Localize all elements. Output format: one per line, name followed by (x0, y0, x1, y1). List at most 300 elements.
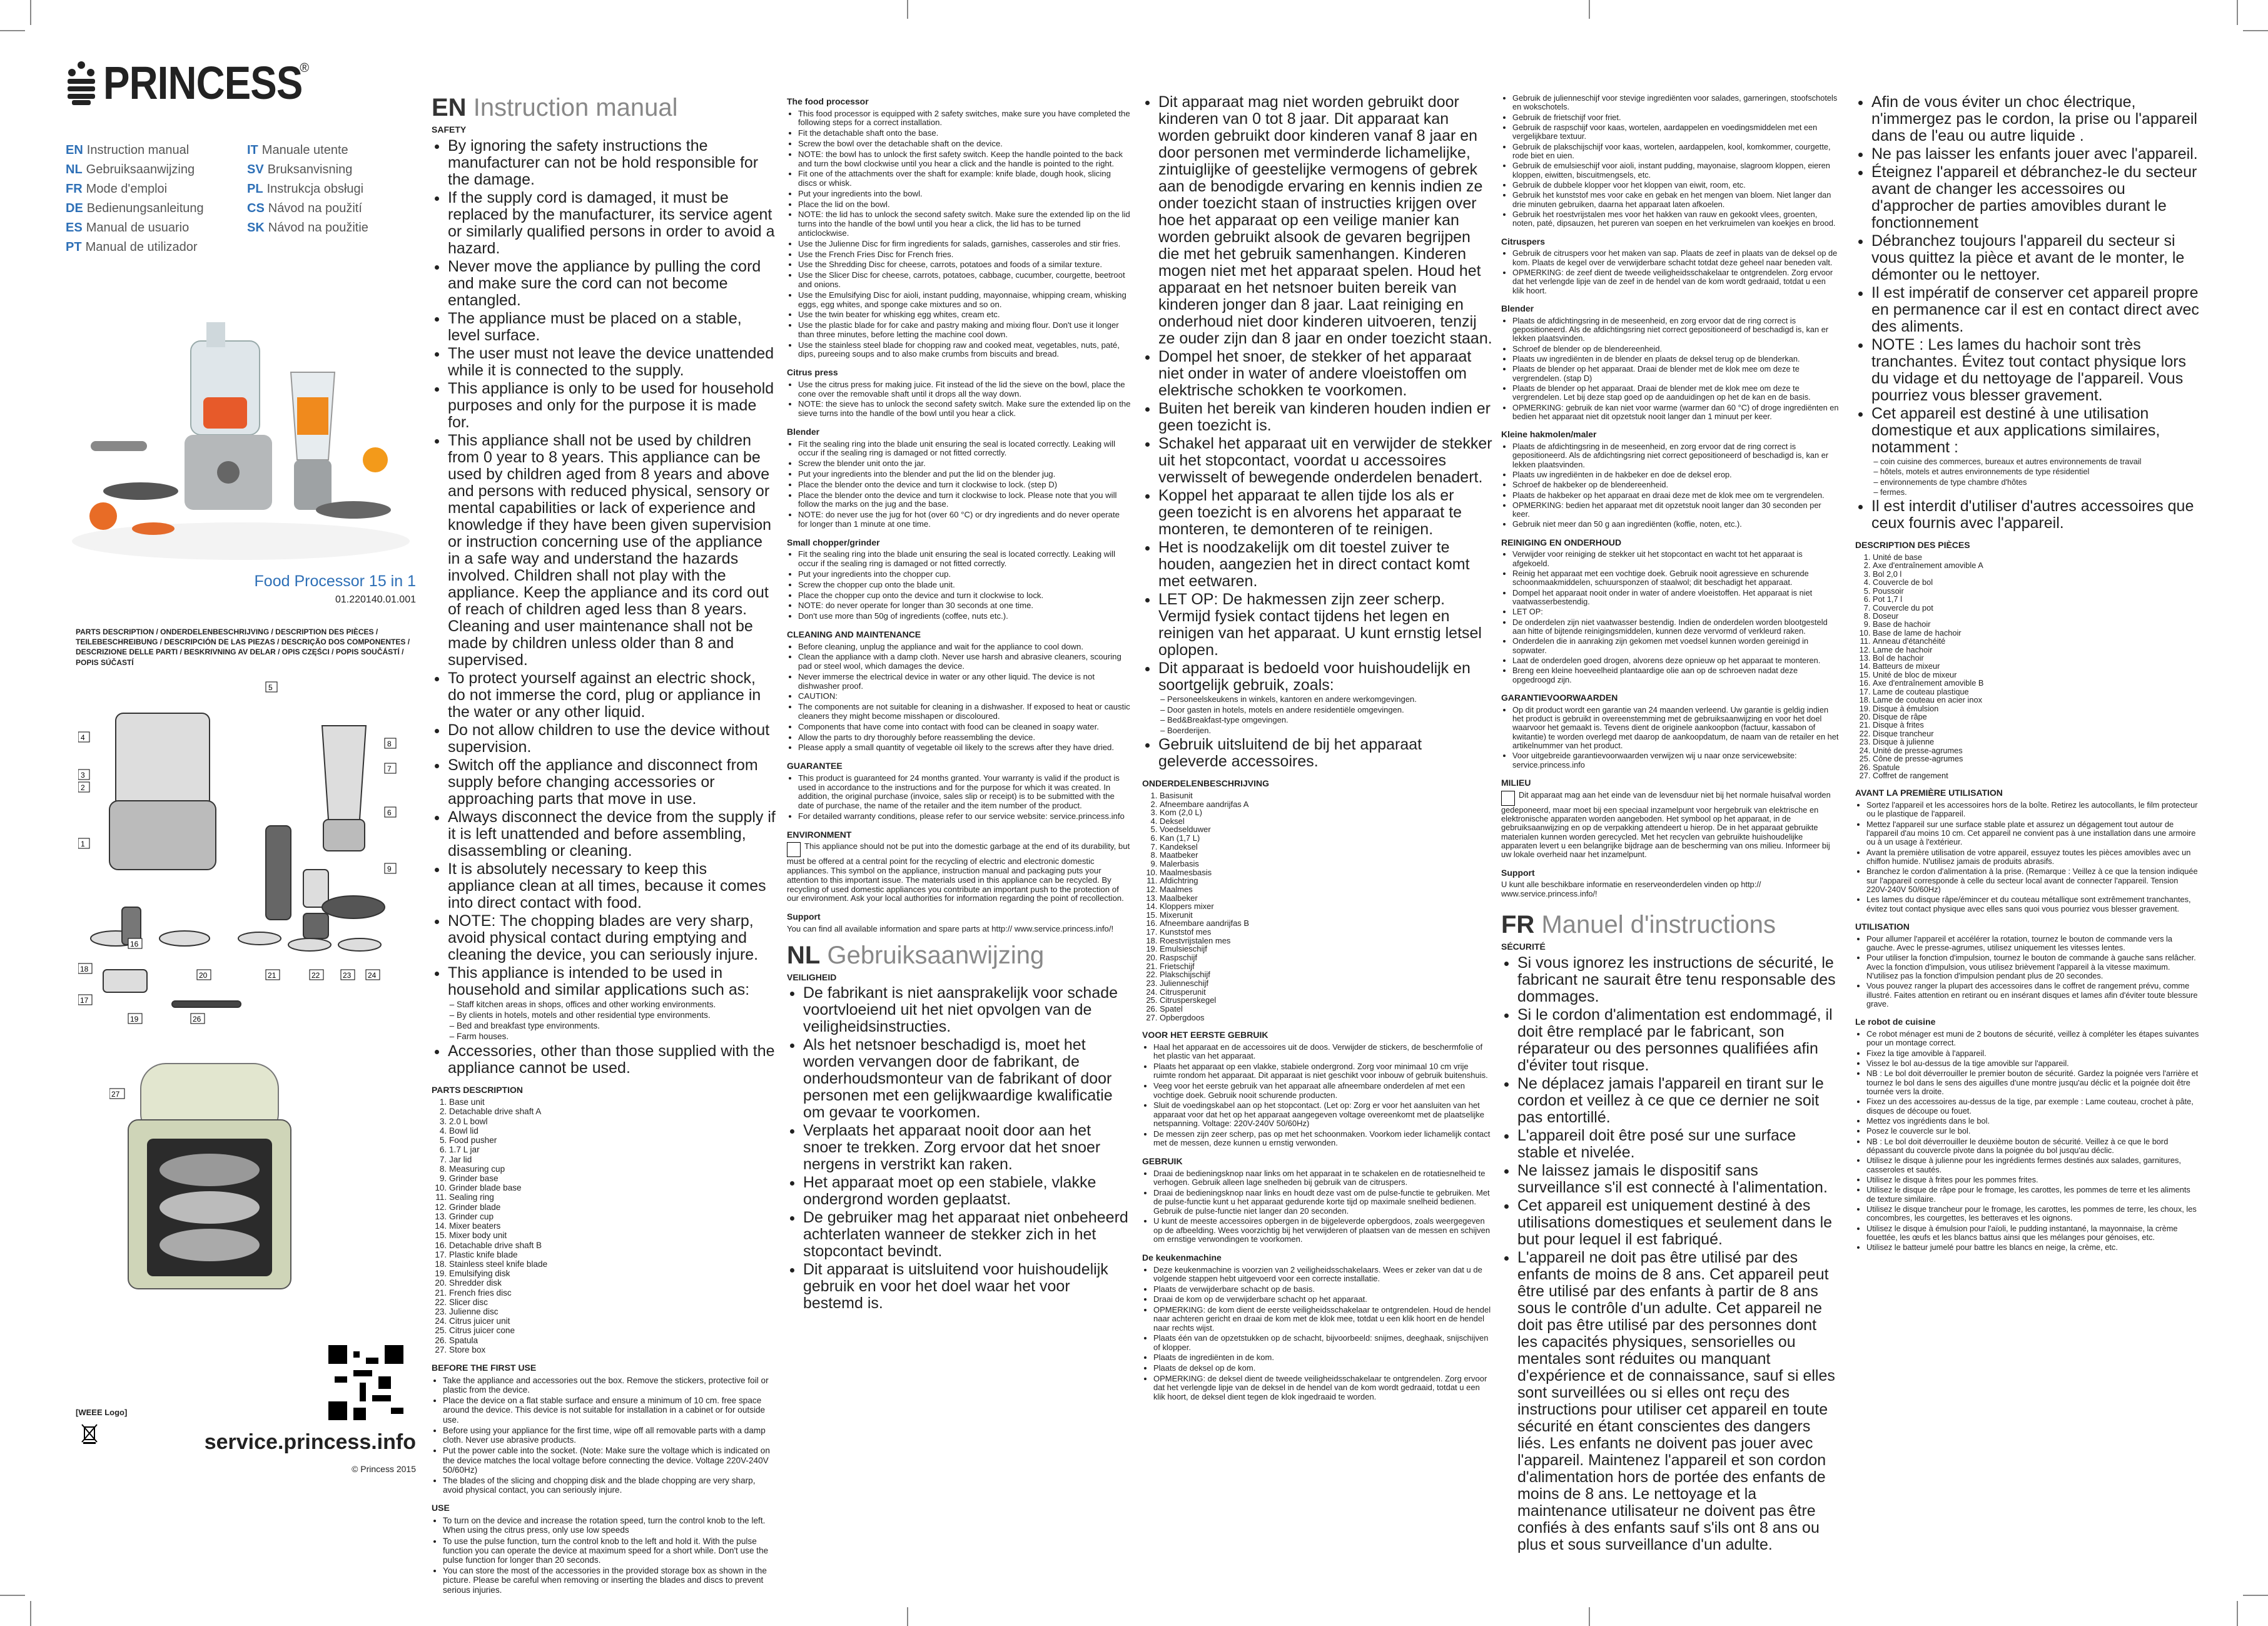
list-item: • Fit the sealing ring into the blade unit ensuring the seal is located correctly. Leaking will occur if the sealing ring is damaged or not fitted correctly. (798, 550, 1131, 569)
list-item: 5. Poussoir (1873, 587, 2199, 595)
en-env-heading: ENVIRONMENT (787, 829, 852, 840)
list-item: • To turn on the device and increase the rotation speed, turn the control knob to the left. When using the citrus press, only use low speeds (443, 1516, 776, 1535)
list-item: • Gebruik de emulsieschijf voor aioli, instant pudding, mayonaise, slagroom kloppen, eieren kloppen, eiwitten, biscuitmengsels, etc. (1512, 161, 1839, 180)
list-item: – hôtels, motels et autres environnements de type résidentiel (1880, 467, 2199, 476)
list-item: 18. Lame de couteau en acier inox (1873, 696, 2199, 704)
list-item: • Dit apparaat is uitsluitend voor huishoudelijk gebruik en voor het doel waar het voor bestemd is. (803, 1261, 1131, 1312)
list-item: • The user must not leave the device unattended while it is connected to the supply. (448, 345, 776, 379)
list-item: 9. Base de hachoir (1873, 620, 2199, 628)
en-guarantee-heading: GUARANTEE (787, 761, 843, 771)
svg-text:17: 17 (80, 996, 89, 1005)
list-item: – fermes. (1880, 488, 2199, 497)
list-item: • Plaats de afdichtingsring in de meseenheid, en zorg ervoor dat de ring correct is gepositioneerd. Als de afdichtingsring niet correct gepositioneerd of beschadigd is, kan er lekken plaatsvinden. (1512, 317, 1839, 343)
list-item: • NOTE: the bowl has to unlock the first safety switch. Keep the handle pointed to the back and turn the bowl clockwise until you hear a click and the handle is pointed to the right. (798, 150, 1131, 169)
list-item: 17. Kunststof mes (1160, 928, 1492, 937)
crown-logo-icon (66, 60, 97, 106)
list-item: • This appliance is intended to be used in household and similar applications such as: (448, 965, 776, 998)
list-item: • The blades of the slicing and chopping disk and the blade chopping are very sharp, avoid physical contact, you can seriously injure. (443, 1476, 776, 1495)
lang-item: EN Instruction manual (66, 143, 190, 157)
list-item: 9. Malerbasis (1160, 860, 1492, 868)
list-item: • Gebruik de plakschijschijf voor kaas, wortelen, aardappelen, kool, komkommer, courgette, rode biet en uien. (1512, 143, 1839, 161)
lang-item: DE Bedienungsanleitung (66, 201, 204, 215)
list-item: • Use the plastic blade for for cake and pastry making and mixing flour. Don't use it longer than three minutes, before letting the machine cool down. (798, 321, 1131, 340)
svg-text:9: 9 (387, 865, 392, 873)
list-item: 2. Axe d'entraînement amovible A (1873, 561, 2199, 569)
product-photo (66, 303, 416, 566)
en-env-text: This appliance should not be put into the domestic garbage at the end of its durability, but must be offered at a central point for the recycling of electric and electronic domestic appliances. This symbol on the appliance, instruction manual and packaging puts your attention to this important issue. The materials used in this appliance can be recycled. By recycling of used domestic appliances you contribute an important push to the protection of our environment. Ask your local authorities for information regarding the point of recollection. (787, 841, 1130, 903)
list-item: 21. Frietschijf (1160, 962, 1492, 971)
list-item: • OPMERKING: de kom dient de eerste veiligheidsschakelaar te ontgrendelen. Houd de hendel naar achteren gericht en draai de kom met de klok mee, totdat u een klik hoort en de hendel naar rechts wijst. (1153, 1306, 1492, 1333)
list-item: 4. Couvercle de bol (1873, 578, 2199, 586)
list-item: • Draai de bedieningsknop naar links en houdt deze vast om de pulse-functie te gebruiken. Met de pulse-functie kunt u het apparaat gedurende korte tijd op maximale snelheid bedienen. Gebruik de pulse-functie niet langer dan 20 seconden. (1153, 1189, 1492, 1216)
product-code: 01.220140.01.001 (335, 594, 416, 605)
list-item: • Si le cordon d'alimentation est endommagé, il doit être remplacé par le fabricant, son réparateur ou des personnes qualifiées afin d'éviter tout risque. (1517, 1007, 1839, 1074)
list-item: 20. Raspschijf (1160, 953, 1492, 962)
list-item: • Il est interdit d'utiliser d'autres accessoires que ceux fournis avec l'appareil. (1871, 498, 2199, 532)
list-item: • Always disconnect the device from the supply if it is left unattended and before assembling, disassembling or cleaning. (448, 809, 776, 860)
list-item: – Farm houses. (457, 1032, 776, 1041)
en-parts-heading: PARTS DESCRIPTION (432, 1084, 523, 1095)
svg-text:26: 26 (193, 1015, 201, 1024)
nl-km-heading: De keukenmachine (1142, 1252, 1222, 1263)
list-item: • Draai de kom op de verwijderbare schacht op het apparaat. (1153, 1295, 1492, 1304)
list-item: • De fabrikant is niet aansprakelijk voor schade voortvloeiend uit het niet opvolgen van de veiligheidsinstructies. (803, 985, 1131, 1035)
list-item: 20. Disque de râpe (1873, 713, 2199, 721)
list-item: • Never move the appliance by pulling the cord and make sure the cord can not become entangled. (448, 258, 776, 309)
svg-text:20: 20 (199, 971, 208, 980)
list-item: 6. Kan (1,7 L) (1160, 834, 1492, 843)
list-item: • Gebruik de dubbele klopper voor het kloppen van eiwit, room, etc. (1512, 181, 1839, 190)
list-item: • Fit the detachable shaft onto the base. (798, 129, 1131, 138)
nl-column-2 (1501, 94, 1839, 1555)
list-item: • NB : Le bol doit déverrouiller le premier bouton de sécurité. Gardez la poignée vers l'arrière et tournez le bol dans le sens des aiguilles d'une montre jusqu'au déclic et la poignée doit être tournée vers la droite. (1866, 1069, 2199, 1096)
list-item: • Dompel het snoer, de stekker of het apparaat niet onder in water of andere vloeistoffen om elektrische schokken te voorkomen. (1158, 348, 1492, 399)
en-clean-heading: CLEANING AND MAINTENANCE (787, 629, 921, 639)
list-item: • Posez le couvercle sur le bol. (1866, 1127, 2199, 1136)
fr-parts-heading: DESCRIPTION DES PIÈCES (1855, 540, 1970, 551)
list-item: 17. Lame de couteau plastique (1873, 688, 2199, 696)
list-item: • Plaats de hakbeker op het apparaat en draai deze met de klok mee om te vergrendelen. (1512, 491, 1839, 500)
list-item: • NOTE: the lid has to unlock the second safety switch. Make sure the extended lip on the lid turns into the handle of the bowl until you hear a click, the lid has to be turned anticlockwise. (798, 210, 1131, 238)
list-item: • De messen zijn zeer scherp, pas op met het schoonmaken. Voorkom ieder lichamelijk contact met de messen, deze kunnen u ernstig verwonden. (1153, 1130, 1492, 1148)
lang-item: PT Manual de utilizador (66, 240, 198, 254)
list-item: 27. Store box (449, 1345, 776, 1354)
list-item: 4. Bowl lid (449, 1126, 776, 1136)
lang-item: ES Manual de usuario (66, 221, 190, 235)
list-item: • L'appareil doit être posé sur une surface stable et nivelée. (1517, 1127, 1839, 1161)
list-item: • De gebruiker mag het apparaat niet onbeheerd achterlaten wanneer de stekker zich in het stopcontact bevindt. (803, 1209, 1131, 1260)
list-item: • Het apparaat moet op een stabiele, vlakke ondergrond worden geplaatst. (803, 1174, 1131, 1208)
list-item: • Pour utiliser la fonction d'impulsion, tournez le bouton de commande à gauche sans relâcher. Avec la fonction d'impulsion, vous utilisez brièvement l'appareil à la vitesse maximum. N'utilisez pas la fonction d'impulsion pendant plus de 20 secondes. (1866, 953, 2199, 980)
list-item: • Pour allumer l'appareil et accélérer la rotation, tournez le bouton de commande vers la gauche. Avec le presse-agrumes, utilisez uniquement les vitesses lentes. (1866, 935, 2199, 953)
list-item: • To use the pulse function, turn the control knob to the left and hold it. With the pulse function you can operate the device at maximum speed for a short while. Don't use the pulse function for longer than 20 seconds. (443, 1537, 776, 1565)
list-item: • LET OP: (1512, 607, 1839, 616)
list-item: • Utilisez le disque à julienne pour les ingrédients fermes destinés aux salades, garnitures, casseroles et sautés. (1866, 1156, 2199, 1174)
list-item: • Plaats de verwijderbare schacht op de basis. (1153, 1285, 1492, 1294)
list-item: 15. Mixerunit (1160, 911, 1492, 920)
list-item: 10. Grinder blade base (449, 1183, 776, 1192)
nl-parts-heading: ONDERDELENBESCHRIJVING (1142, 778, 1270, 789)
svg-text:3: 3 (81, 771, 85, 780)
list-item: • If the supply cord is damaged, it must be replaced by the manufacturer, its service agent or similarly qualified persons in order to avoid a hazard. (448, 190, 776, 257)
list-item: • Ne déplacez jamais l'appareil en tirant sur le cordon et veillez à ce que ce dernier ne soit pas entortillé. (1517, 1075, 1839, 1126)
list-item: • Afin de vous éviter un choc électrique, n'immergez pas le cordon, la prise ou l'appareil dans de l'eau ou autre liquide . (1871, 94, 2199, 145)
list-item: 9. Grinder base (449, 1174, 776, 1183)
list-item: 12. Lame de hachoir (1873, 646, 2199, 654)
weee-bin-icon (787, 842, 801, 857)
svg-text:8: 8 (387, 739, 392, 748)
lang-item: FR Mode d'emploi (66, 182, 168, 196)
list-item: 1. Unité de base (1873, 553, 2199, 561)
lang-item: NL Gebruiksaanwijzing (66, 163, 195, 176)
list-item: • Ne laissez jamais le dispositif sans surveillance s'il est connecté à l'alimentation. (1517, 1162, 1839, 1196)
list-item: 16. Afneembare aandrijfas B (1160, 919, 1492, 928)
list-item: • Use the twin beater for whisking egg whites, cream etc. (798, 310, 1131, 320)
list-item: 24. Citrus juicer unit (449, 1316, 776, 1326)
svg-text:24: 24 (368, 971, 377, 980)
nl-use-heading: GEBRUIK (1142, 1156, 1183, 1166)
language-index (66, 143, 416, 255)
nl-guarantee-heading: GARANTIEVOORWAARDEN (1501, 693, 1618, 703)
list-item: • U kunt de meeste accessoires opbergen in de bijgeleverde opbergdoos, zoals weergegeven op de afbeelding. Wees voorzichtig bij het verwijderen of plaatsen van de messen en schijven om ernstige verwondingen te voorkomen. (1153, 1217, 1492, 1244)
list-item: • Schakel het apparaat uit en verwijder de stekker uit het stopcontact, voordat u accessoires verwisselt of bewegende onderdelen benadert. (1158, 435, 1492, 486)
list-item: 17. Plastic knife blade (449, 1250, 776, 1259)
list-item: • NOTE: the sieve has to unlock the second safety switch. Make sure the extended lip on the sieve turns into the handle of the bowl until you hear a click. (798, 400, 1131, 419)
svg-text:7: 7 (387, 765, 392, 773)
list-item: • Utilisez le disque à frites pour les pommes frites. (1866, 1176, 2199, 1184)
list-item: • Il est impératif de conserver cet appareil propre en permanence car il est en contact direct avec des aliments. (1871, 285, 2199, 335)
list-item: 13. Maalbeker (1160, 894, 1492, 903)
list-item: 13. Bol de hachoir (1873, 654, 2199, 662)
list-item: 26. Spatel (1160, 1005, 1492, 1014)
en-support-heading: Support (787, 912, 821, 922)
list-item: 27. Opbergdoos (1160, 1014, 1492, 1022)
list-item: • Gebruik uitsluitend de bij het apparaat geleverde accessoires. (1158, 736, 1492, 770)
svg-text:16: 16 (130, 940, 139, 948)
list-item: • This appliance is only to be used for household purposes and only for the purpose it is made for. (448, 380, 776, 431)
svg-text:5: 5 (268, 683, 273, 692)
list-item: 25. Citrus juicer cone (449, 1326, 776, 1335)
list-item: • OPMERKING: de deksel dient de tweede veiligheidsschakelaar te ontgrendelen. Zorg ervoor dat het verlengde lipje van de deksel in de hendel van de kom wordt gedraaid, totdat u een klik hoort, de deksel dient tegen de klok ingedraaid te worden. (1153, 1374, 1492, 1402)
weee-bin-icon (1501, 791, 1515, 806)
list-item: 16. Detachable drive shaft B (449, 1241, 776, 1250)
en-use-heading: USE (432, 1503, 450, 1513)
list-item: – Staff kitchen areas in shops, offices and other working environments. (457, 1000, 776, 1009)
list-item: • De onderdelen zijn niet vaatwasser bestendig. Indien de onderdelen worden blootgesteld aan hitte of bijtende reinigingsmiddelen, kunnen deze vervormd of verkleurd raken. (1512, 618, 1839, 636)
copyright: © Princess 2015 (352, 1464, 416, 1474)
list-item: • Use the Emulsifying Disc for aioli, instant pudding, mayonnaise, whipping cream, whisking eggs, egg whites, and sponge cake mixtures and so on. (798, 291, 1131, 310)
list-item: • Het is noodzakelijk om dit toestel zuiver te houden, aangezien het in direct contact komt met eetwaren. (1158, 539, 1492, 590)
list-item: • Screw the bowl over the detachable shaft on the device. (798, 140, 1131, 149)
list-item: • Switch off the appliance and disconnect from supply before changing accessories or approaching parts that move in use. (448, 757, 776, 808)
list-item: • Utilisez le disque à émulsion pour l'aïoli, le pudding instantané, la mayonnaise, la crème fouettée, les œufs et les blancs battus ainsi que les mélanges pour génoises, etc. (1866, 1224, 2199, 1242)
lang-item: PL Instrukcja obsługi (247, 182, 364, 196)
list-item: • Allow the parts to dry thoroughly before reassembling the device. (798, 733, 1131, 743)
list-item: • OPMERKING: de zeef dient de tweede veiligheidsschakelaar te ontgrendelen. Zorg ervoor dat het verlengde lipje van de zeef in de hendel van de kom wordt gedraaid, totdat u een klik hoort. (1512, 268, 1839, 295)
en-chopper-heading: Small chopper/grinder (787, 537, 880, 547)
list-item: • Reinig het apparaat met een vochtige doek. Gebruik nooit agressieve en schurende schoonmaakmiddelen, schuursponzen of staalwol; dit beschadigt het apparaat. (1512, 569, 1839, 587)
list-item: • Components that have come into contact with food can be cleaned in soapy water. (798, 723, 1131, 732)
list-item: – Boerderijen. (1167, 726, 1492, 736)
list-item: • L'appareil ne doit pas être utilisé par des enfants de moins de 8 ans. Cet appareil peut être utilisé par des enfants à partir de 8 ans sous le contrôle d'un adulte. Cet appareil ne doit pas être utilisé par des personnes dont les capacités physiques, sensorielles ou mentales sont réduites ou manquant d'expérience et de connaissance, sauf si elles sont surveillées ou si elles ont reçu des instructions pour utiliser cet appareil en toute sécurité en étant conscientes des dangers liés. Les enfants ne doivent pas jouer avec l'appareil. Maintenez l'appareil et son cordon d'alimentation hors de portée des enfants de moins de 8 ans. Le nettoyage et la maintenance utilisateur ne doivent pas être confiés à des enfants sauf s'ils ont 8 ans ou plus et sous surveillance d'un adulte. (1517, 1249, 1839, 1553)
lang-item: SK Návod na použitie (247, 221, 368, 235)
en-before-heading: BEFORE THE FIRST USE (432, 1363, 537, 1373)
list-item: • Débranchez toujours l'appareil du secteur si vous quittez la pièce et avant de le monter, le démonter ou le nettoyer. (1871, 233, 2199, 283)
list-item: 3. 2.0 L bowl (449, 1117, 776, 1126)
nl-heading: NL Gebruiksaanwijzing (787, 941, 1045, 969)
list-item: 22. Disque trancheur (1873, 729, 2199, 738)
list-item: • NOTE : Les lames du hachoir sont très tranchantes. Évitez tout contact physique lors du vidage et du nettoyage de l'appareil. Vous pourriez vous blesser gravement. (1871, 337, 2199, 404)
list-item: • Before cleaning, unplug the appliance and wait for the appliance to cool down. (798, 643, 1131, 652)
list-item: • NOTE: do never operate for longer than 30 seconds at one time. (798, 601, 1131, 611)
fr-use-heading: UTILISATION (1855, 921, 1910, 932)
list-item: • Screw the chopper cup onto the blade unit. (798, 581, 1131, 590)
list-item: 8. Maatbeker (1160, 851, 1492, 860)
list-item: 25. Citrusperskegel (1160, 996, 1492, 1005)
list-item: • Dit apparaat is bedoeld voor huishoudelijk en soortgelijk gebruik, zoals: (1158, 660, 1492, 694)
list-item: • Veeg voor het eerste gebruik van het apparaat alle afneembare onderdelen af met een vochtige doek. Gebruik nooit schurende producten. (1153, 1082, 1492, 1100)
parts-diagram (78, 676, 416, 1026)
en-applications (432, 1000, 776, 1042)
list-item: • Schroef de hakbeker op de blendereenheid. (1512, 480, 1839, 489)
list-item: 1. Base unit (449, 1097, 776, 1107)
list-item: • Plaats de blender op het apparaat. Draai de blender met de klok mee om deze te vergrendelen. (stap D) (1512, 365, 1839, 383)
list-item: • This product is guaranteed for 24 months granted. Your warranty is valid if the product is used in accordance to the instructions and for the purpose for which it was created. In addition, the original purchase (invoice, sales slip or receipt) is to be submitted with the date of purchase, the name of the retailer and the item number of the product. (798, 774, 1131, 811)
list-item: • The components are not suitable for cleaning in a dishwasher. If exposed to heat or caustic cleaners they might become misshapen or discoloured. (798, 703, 1131, 721)
list-item: • Plaats uw ingrediënten in de hakbeker en doe de deksel erop. (1512, 470, 1839, 479)
list-item: • Put your ingredients into the blender and put the lid on the blender jug. (798, 470, 1131, 479)
list-item: • Verplaats het apparaat nooit door aan het snoer te trekken. Zorg ervoor dat het snoer nergens in verstrikt kan raken. (803, 1122, 1131, 1173)
list-item: • Gebruik niet meer dan 50 g aan ingrediënten (koffie, noten, etc.). (1512, 520, 1839, 529)
en-safety-list (432, 138, 776, 998)
lang-item: SV Bruksanvisning (247, 163, 353, 176)
list-item: • It is absolutely necessary to keep this appliance clean at all times, because it comes into direct contact with food. (448, 861, 776, 912)
list-item: 11. Afdichtring (1160, 877, 1492, 885)
fr-safety-heading: SÉCURITÉ (1501, 942, 1546, 952)
list-item: 7. Couvercle du pot (1873, 604, 2199, 612)
list-item: • Gebruik de frietschijf voor friet. (1512, 113, 1839, 122)
list-item: • Fit the sealing ring into the blade unit ensuring the seal is located correctly. Leaking will occur if the sealing ring is damaged or not fitted correctly. (798, 440, 1131, 459)
list-item: • Never immerse the electrical device in water or any other liquid. The device is not dishwasher proof. (798, 673, 1131, 691)
en-parts-list (432, 1097, 776, 1354)
list-item: 15. Unité de bloc de mixeur (1873, 671, 2199, 679)
list-item: • Do not allow children to use the device without supervision. (448, 722, 776, 756)
list-item: • Dompel het apparaat nooit onder in water of andere vloeistoffen. Het apparaat is niet vaatwasserbestendig. (1512, 589, 1839, 607)
list-item: • Please apply a small quantity of vegetable oil likely to the screws after they have dried. (798, 743, 1131, 753)
list-item: 14. Batteurs de mixeur (1873, 662, 2199, 670)
list-item: • Use the French Fries Disc for French fries. (798, 250, 1131, 260)
list-item: • Cet appareil est uniquement destiné à des utilisations domestiques et seulement dans le but pour lequel il est fabriqué. (1517, 1197, 1839, 1248)
list-item: • Haal het apparaat en de accessoires uit de doos. Verwijder de stickers, de beschermfolie of het plastic van het apparaat. (1153, 1043, 1492, 1061)
weee-logo-label: [WEEE Logo] (76, 1408, 128, 1417)
list-item: 3. Bol 2,0 l (1873, 570, 2199, 578)
list-item: 13. Grinder cup (449, 1212, 776, 1221)
svg-text:21: 21 (268, 971, 276, 980)
list-item: • Verwijder voor reiniging de stekker uit het stopcontact en wacht tot het apparaat is afgekoeld. (1512, 550, 1839, 568)
list-item: • Sortez l'appareil et les accessoires hors de la boîte. Retirez les autocollants, le film protecteur ou le plastique de l'appareil. (1866, 801, 2199, 819)
list-item: 23. Julienne disc (449, 1307, 776, 1316)
list-item: 18. Roestvrijstalen mes (1160, 937, 1492, 945)
list-item: 27. Coffret de rangement (1873, 771, 2199, 780)
svg-text:22: 22 (311, 971, 320, 980)
list-item: 11. Sealing ring (449, 1192, 776, 1202)
list-item: 3. Kom (2,0 L) (1160, 808, 1492, 817)
list-item: 8. Measuring cup (449, 1164, 776, 1174)
nl-env-heading: MILIEU (1501, 778, 1531, 788)
en-support-text: You can find all available information and spare parts at http:// www.service.princess.info/! (787, 923, 1114, 933)
list-item: • For detailed warranty conditions, please refer to our service website: service.princess.info (798, 812, 1131, 821)
list-item: • Deze keukenmachine is voorzien van 2 veiligheidsschakelaars. Wees er zeker van dat u de volgende stappen hebt uitgevoerd voor een correcte installatie. (1153, 1266, 1492, 1284)
list-item: • Avant la première utilisation de votre appareil, essuyez toutes les pièces amovibles avec un chiffon humide. N'utilisez jamais de produits abrasifs. (1866, 848, 2199, 866)
list-item: – Personeelskeukens in winkels, kantoren en andere werkomgevingen. (1167, 695, 1492, 704)
list-item: • Laat de onderdelen goed drogen, alvorens deze opnieuw op het apparaat te monteren. (1512, 656, 1839, 665)
list-item: • Use the Julienne Disc for firm ingredients for salads, garnishes, casseroles and stir fries. (798, 240, 1131, 249)
cover-panel (66, 56, 416, 1577)
fr-robot-heading: Le robot de cuisine (1855, 1017, 1936, 1027)
list-item: 26. Spatule (1873, 763, 2199, 771)
service-url[interactable]: service.princess.info (204, 1430, 416, 1454)
list-item: • Put the power cable into the socket. (Note: Make sure the voltage which is indicated on the device matches the local voltage before connecting the device. Voltage 220V-240V 50/60Hz) (443, 1446, 776, 1475)
storage-box-illustration (109, 1057, 310, 1301)
list-item: 22. Slicer disc (449, 1298, 776, 1307)
list-item: 19. Emulsieschijf (1160, 945, 1492, 953)
list-item: • OPMERKING: bedien het apparaat met dit opzetstuk nooit langer dan 30 seconden per keer. (1512, 501, 1839, 519)
list-item: • Cet appareil est destiné à une utilisation domestique et aux applications similaires, notamment : (1871, 405, 2199, 456)
list-item: • Les lames du disque râpe/émincer et du couteau métallique sont extrêmement tranchantes, évitez tout contact physique avec elles sans quoi vous pourriez vous blesser gravement. (1866, 895, 2199, 913)
list-item: • NOTE: do never use the jug for hot (over 60 °C) or dry ingredients and do never operate for longer than 1 minute at one time. (798, 511, 1131, 529)
list-item: • Gebruik de citruspers voor het maken van sap. Plaats de zeef in plaats van de deksel op de kom. Plaats de kegel over de verwijderbare schacht totdat deze geheel naar beneden valt. (1512, 249, 1839, 267)
nl-env-text: Dit apparaat mag aan het einde van de levensduur niet bij het normale huisafval worden gedeponeerd, maar moet bij een speciaal inzamelpunt voor hergebruik van elektrische en elektronische apparaten worden aangeboden. Het symbool op het apparaat, in de gebruiksaanwijzing en op de verpakking attendeert u hierop. De in het apparaat gebruikte materialen kunnen worden gerecycled. Met het recyclen van gebruikte huishoudelijke apparaten levert u een belangrijke bijdrage aan de bescherming van ons milieu. Informeer bij uw lokale overheid naar het inzamelpunt. (1501, 790, 1831, 860)
list-item: • Plaats het apparaat op een vlakke, stabiele ondergrond. Zorg voor minimaal 10 cm vrije ruimte rondom het apparaat. Dit apparaat is niet geschikt voor inbouw of gebruik buitenshuis. (1153, 1062, 1492, 1080)
list-item: 5. Food pusher (449, 1136, 776, 1145)
list-item: • Voor uitgebreide garantievoorwaarden verwijzen wij u naar onze servicewebsite: service.princess.info (1512, 751, 1839, 770)
list-item: • LET OP: De hakmessen zijn zeer scherp. Vermijd fysiek contact tijdens het legen en reinigen van het apparaat. U kunt ernstig letsel oplopen. (1158, 591, 1492, 659)
list-item: 20. Shredder disk (449, 1278, 776, 1288)
fr-column-1 (1855, 94, 2199, 1254)
list-item: • Als het netsnoer beschadigd is, moet het worden vervangen door de fabrikant, de onderhoudsmonteur van de fabrikant of door personen met een gelijkwaardige kwalificatie om gevaar te voorkomen. (803, 1037, 1131, 1121)
en-before-list (432, 1376, 776, 1495)
en-citrus-heading: Citrus press (787, 367, 838, 378)
list-item: 18. Stainless steel knife blade (449, 1259, 776, 1269)
list-item: 5. Voedselduwer (1160, 825, 1492, 834)
list-item: • Place the device on a flat stable surface and ensure a minimum of 10 cm. free space around the device. This device is not suitable for installation in a cabinet or for outside use. (443, 1396, 776, 1425)
svg-text:1: 1 (81, 840, 85, 848)
brand-name: PRINCESS (103, 57, 303, 109)
nl-support-heading: Support (1501, 867, 1535, 878)
list-item: 6. 1.7 L jar (449, 1145, 776, 1154)
list-item: • Utilisez le batteur jumelé pour battre les blancs en neige, la crème, etc. (1866, 1243, 2199, 1252)
list-item: • Accessories, other than those supplied with the appliance cannot be used. (448, 1043, 776, 1077)
list-item: 21. French fries disc (449, 1288, 776, 1298)
nl-clean-heading: REINIGING EN ONDERHOUD (1501, 537, 1622, 547)
list-item: 25. Cône de presse-agrumes (1873, 755, 2199, 763)
qr-code-icon (328, 1345, 403, 1420)
list-item: • Fixez la tige amovible à l'appareil. (1866, 1049, 2199, 1058)
list-item: • Place the blender onto the device and turn it clockwise to lock. Please note that you will follow the marks on the jug and the base. (798, 491, 1131, 510)
list-item: 4. Deksel (1160, 817, 1492, 826)
list-item: – By clients in hotels, motels and other residential type environments. (457, 1010, 776, 1020)
list-item: • Vous pouvez ranger la plupart des accessoires dans le coffret de rangement prévu, comme illustré. Faites attention en retirant ou en insérant disques et lames afin d'éviter toute blessure grave. (1866, 982, 2199, 1009)
list-item: • Ce robot ménager est muni de 2 boutons de sécurité, veillez à compléter les étapes suivantes pour un montage correct. (1866, 1030, 2199, 1048)
list-item: • Draai de bedieningsknop naar links om het apparaat in te schakelen en de rotatiesnelheid te verhogen. Gebruik alleen lage snelheden bij gebruik van de citruspers. (1153, 1169, 1492, 1187)
list-item: • Fixez un des accessoires au-dessus de la tige, par exemple : Lame couteau, crochet à pâte, disques de découpe ou fouet. (1866, 1097, 2199, 1115)
en-safety-heading: SAFETY (432, 124, 467, 135)
brand-logo (66, 56, 416, 109)
fr-first-heading: AVANT LA PREMIÈRE UTILISATION (1855, 788, 2003, 798)
list-item: • Before using your appliance for the first time, wipe off all removable parts with a damp cloth. Never use abrasive products. (443, 1426, 776, 1445)
list-item: • Éteignez l'appareil et débranchez-le du secteur avant de changer les accessoires ou d'approcher de parties amovibles durant le fonctionnement (1871, 164, 2199, 231)
list-item: • Use the Shredding Disc for cheese, carrots, potatoes and foods of a similar texture. (798, 260, 1131, 270)
svg-text:4: 4 (81, 733, 85, 742)
list-item: 2. Afneembare aandrijfas A (1160, 800, 1492, 809)
list-item: • Place the chopper cup onto the device and turn it clockwise to lock. (798, 591, 1131, 601)
nl-grinder-heading: Kleine hakmolen/maler (1501, 429, 1597, 440)
list-item: • Utilisez le disque de râpe pour le fromage, les carottes, les pommes de terre et les aliments de texture similaire. (1866, 1186, 2199, 1204)
nl-support-text: U kunt alle beschikbare informatie en reserveonderdelen vinden op http:// www.service.princess.info/! (1501, 880, 1761, 898)
list-item: • Plaats één van de opzetstukken op de schacht, bijvoorbeeld: snijmes, deeghaak, snijschijven of klopper. (1153, 1334, 1492, 1352)
list-item: 22. Plakschijschijf (1160, 970, 1492, 979)
svg-text:19: 19 (130, 1015, 139, 1024)
list-item: 10. Base de lame de hachoir (1873, 629, 2199, 637)
list-item: 12. Maalmes (1160, 885, 1492, 894)
list-item: • This appliance shall not be used by children from 0 year to 8 years. This appliance can be used by children aged from 8 years and above and persons with reduced physical, sensory or mental capabilities or lack of experience and knowledge if they have been given supervision or instruction concerning use of the appliance in a safe way and understand the hazards involved. Children shall not play with the appliance. Keep the appliance and its cord out of reach of children aged less than 8 years. Cleaning and user maintenance shall not be made by children unless older than 8 and supervised. (448, 432, 776, 669)
list-item: • Buiten het bereik van kinderen houden indien er geen toezicht is. (1158, 400, 1492, 434)
list-item: • Gebruik de julienneschijf voor stevige ingrediënten voor salades, garneringen, stoofschotels en wokschotels. (1512, 94, 1839, 112)
list-item: • Use the Slicer Disc for cheese, carrots, potatoes, cabbage, cucumber, courgette, beetroot and onions. (798, 271, 1131, 290)
svg-text:6: 6 (387, 808, 392, 817)
en-column-2 (787, 97, 1131, 1313)
list-item: • Sluit de voedingskabel aan op het stopcontact. (Let op: Zorg er voor het aansluiten van het apparaat voor dat het op het apparaat aangegeven voltage overeenkomt met de plaatselijke netspanning. Voltage: 220V-240V 50/60Hz) (1153, 1101, 1492, 1129)
list-item: 14. Kloppers mixer (1160, 902, 1492, 911)
svg-text:2: 2 (81, 783, 85, 792)
list-item: 19. Emulsifying disk (449, 1269, 776, 1278)
list-item: 24. Unité de presse-agrumes (1873, 746, 2199, 755)
list-item: • Plaats de blender op het apparaat. Draai de blender met de klok mee om deze te vergrendelen. Let bij deze stap goed op de aanduidingen op het de kan en de basis. (1512, 384, 1839, 402)
list-item: • Don't use more than 50g of ingredients (coffee, nuts etc.). (798, 612, 1131, 621)
nl-blender-heading: Blender (1501, 303, 1534, 313)
list-item: • Schroef de blender op de blendereenheid. (1512, 345, 1839, 353)
en-heading: EN Instruction manual (432, 94, 678, 121)
list-item: • Put your ingredients into the chopper cup. (798, 570, 1131, 579)
list-item: • Screw the blender unit onto the jar. (798, 459, 1131, 469)
nl-first-heading: VOOR HET EERSTE GEBRUIK (1142, 1030, 1268, 1040)
list-item: 19. Disque à émulsion (1873, 704, 2199, 713)
list-item: 12. Grinder blade (449, 1202, 776, 1212)
list-item: 16. Axe d'entraînement amovible B (1873, 679, 2199, 687)
list-item: 24. Citrusperunit (1160, 988, 1492, 997)
list-item: 26. Spatula (449, 1336, 776, 1345)
list-item: 14. Mixer beaters (449, 1221, 776, 1231)
en-column-1 (432, 94, 776, 1596)
list-item: 23. Disque à julienne (1873, 738, 2199, 746)
list-item: – Bed&Breakfast-type omgevingen. (1167, 716, 1492, 725)
list-item: • OPMERKING: gebruik de kan niet voor warme (warmer dan 60 °C) of droge ingrediënten en bedien het apparaat niet dit opzetstuk nooit langer dan 1 minuut per keer. (1512, 404, 1839, 422)
list-item: • Koppel het apparaat te allen tijde los als er geen toezicht is en alvorens het apparaat te monteren, te demonteren of te reinigen. (1158, 487, 1492, 538)
list-item: 15. Mixer body unit (449, 1231, 776, 1240)
list-item: • Mettez l'appareil sur une surface stable plate et assurez un dégagement tout autour de l'appareil d'au moins 10 cm. Cet appareil ne convient pas à une installation dans une armoire ou à un usage à l'extérieur. (1866, 820, 2199, 847)
list-item: • Op dit product wordt een garantie van 24 maanden verleend. Uw garantie is geldig indien het product is gebruikt in overeenstemming met de gebruiksaanwijzing en voor het doel waarvoor het gemaakt is. Tevens dient de originele aankoopbon (factuur, kassabon of kwitantie) te worden overlegd met daarop de aankoopdatum, de naam van de retailer en het artikelnummer van het product. (1512, 706, 1839, 751)
list-item: 7. Jar lid (449, 1155, 776, 1164)
list-item: 1. Basisunit (1160, 791, 1492, 800)
list-item: 2. Detachable drive shaft A (449, 1107, 776, 1116)
list-item: • Place the blender onto the device and turn it clockwise to lock. (step D) (798, 480, 1131, 490)
list-item: – coin cuisine des commerces, bureaux et autres environnements de travail (1880, 457, 2199, 466)
list-item: • By ignoring the safety instructions the manufacturer can not be hold responsible for the damage. (448, 138, 776, 188)
en-fp-list (787, 109, 1131, 360)
list-item: • Gebruik de raspschijf voor kaas, wortelen, aardappelen en voedingsmiddelen met een vergelijkbare textuur. (1512, 123, 1839, 141)
list-item: • Put your ingredients into the bowl. (798, 190, 1131, 199)
list-item: • Si vous ignorez les instructions de sécurité, le fabricant ne saurait être tenu responsable des dommages. (1517, 955, 1839, 1005)
